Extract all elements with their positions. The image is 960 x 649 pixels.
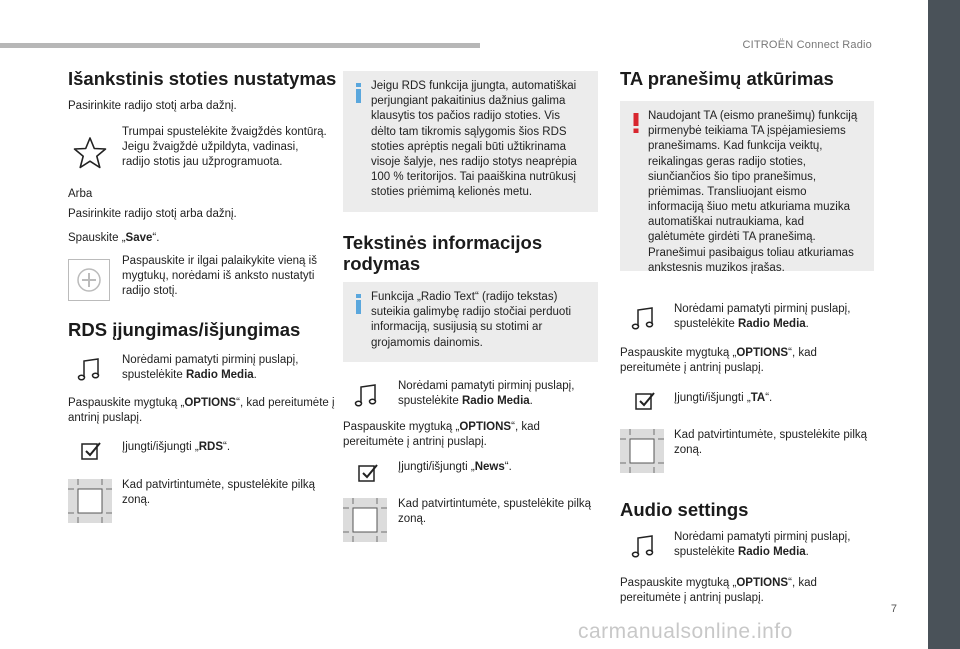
section-title-text-info: Tekstinės informacijos rodymas	[343, 232, 543, 275]
paragraph-or: Arba	[68, 188, 93, 200]
radio-media-instruction: Norėdami pamatyti pirminį puslapį, spustelėkite Radio Media.	[674, 531, 851, 559]
info-note-radio-text	[343, 282, 598, 362]
star-instruction: Trumpai spustelėkite žvaigždės kontūrą. Jeigu žvaigždė užpildyta, vadinasi, radijo stotis jau užprogramuota.	[122, 126, 327, 169]
info-icon	[353, 83, 365, 103]
paragraph: Pasirinkite radijo stotį arba dažnį.	[68, 100, 237, 112]
watermark: carmanualsonline.info	[578, 620, 793, 643]
checkbox-icon	[632, 388, 658, 414]
note-text: Naudojant TA (eismo pranešimų) funkciją pirmenybė teikiama TA įspėjamiesiems pranešimams. Kad funkcija veiktų, reikalingas geras radijo stoties, siunčiančios šio tipo pranešimus, priėmimas. Transliuojant eismo informaciją šiuo metu atkuriama muzika automatiškai nutraukiama, kad galėtumėte girdėti TA pranešimą. Pranešimui pasibaigus toliau atkuriamas ankstesnis muzikos įrašas.	[648, 110, 858, 274]
music-note-icon	[628, 532, 658, 562]
save-instruction: Spauskite „Save“.	[68, 232, 160, 244]
warning-note-ta	[620, 101, 874, 274]
header-rule	[0, 43, 480, 48]
options-instruction: Paspauskite mygtuką „OPTIONS“, kad pereitumėte į antrinį puslapį.	[620, 347, 817, 375]
section-title-rds: RDS įjungimas/išjungimas	[68, 319, 301, 340]
checkbox-icon	[78, 438, 104, 464]
grey-zone-icon	[68, 479, 112, 523]
page-marker	[949, 594, 953, 598]
section-title-ta: TA pranešimų atkūrimas	[620, 68, 834, 89]
toggle-rds-instruction: Įjungti/išjungti „RDS“.	[122, 441, 231, 453]
music-note-icon	[628, 304, 658, 334]
music-note-icon	[74, 355, 104, 385]
options-instruction: Paspauskite mygtuką „OPTIONS“, kad pereitumėte į antrinį puslapį.	[68, 397, 335, 425]
preset-instruction: Paspauskite ir ilgai palaikykite vieną iš mygtukų, norėdami iš anksto nustatyti radijo stotį.	[122, 255, 317, 298]
confirm-instruction: Kad patvirtintumėte, spustelėkite pilką zoną.	[674, 429, 868, 457]
options-instruction: Paspauskite mygtuką „OPTIONS“, kad pereitumėte į antrinį puslapį.	[343, 421, 540, 449]
confirm-instruction: Kad patvirtintumėte, spustelėkite pilką zoną.	[398, 498, 592, 526]
confirm-instruction: Kad patvirtintumėte, spustelėkite pilką zoną.	[122, 479, 316, 507]
radio-media-instruction: Norėdami pamatyti pirminį puslapį, spustelėkite Radio Media.	[398, 380, 575, 408]
grey-zone-icon	[620, 429, 664, 473]
section-title-audio: Audio settings	[620, 499, 749, 520]
music-note-icon	[351, 381, 381, 411]
page-sidebar	[928, 0, 960, 649]
preset-plus-icon	[68, 259, 110, 301]
info-note-rds	[343, 71, 598, 212]
checkbox-icon	[355, 460, 381, 486]
warning-icon	[630, 113, 642, 133]
note-text: Funkcija „Radio Text“ (radijo tekstas) suteikia galimybę radijo stočiai perduoti informaciją, susijusią su stotimi ar grojamomis dainomis.	[371, 291, 572, 349]
radio-media-instruction: Norėdami pamatyti pirminį puslapį, spustelėkite Radio Media.	[674, 303, 851, 331]
info-icon	[353, 294, 365, 314]
star-icon	[70, 133, 110, 173]
paragraph: Pasirinkite radijo stotį arba dažnį.	[68, 208, 237, 220]
options-instruction: Paspauskite mygtuką „OPTIONS“, kad pereitumėte į antrinį puslapį.	[620, 577, 817, 605]
toggle-ta-instruction: Įjungti/išjungti „TA“.	[674, 392, 773, 404]
page-number: 7	[890, 603, 897, 615]
radio-media-instruction: Norėdami pamatyti pirminį puslapį, spustelėkite Radio Media.	[122, 354, 299, 382]
brand-title: CITROËN Connect Radio	[742, 39, 872, 51]
toggle-news-instruction: Įjungti/išjungti „News“.	[398, 461, 512, 473]
grey-zone-icon	[343, 498, 387, 542]
note-text: Jeigu RDS funkcija įjungta, automatiškai perjungiant pakaitinius dažnius galima klausytis tos pačios radijo stoties. Vis dėlto tam tikromis sąlygomis šios RDS stoties aprėptis negali būti užtikrinama visoje šalyje, nes radijo stotys neaprėpia 100 % teritorijos. Tai paaiškina nutrūkusį stoties priėmimą kelionės metu.	[371, 80, 577, 199]
section-title-preset: Išankstinis stoties nustatymas	[68, 68, 337, 89]
